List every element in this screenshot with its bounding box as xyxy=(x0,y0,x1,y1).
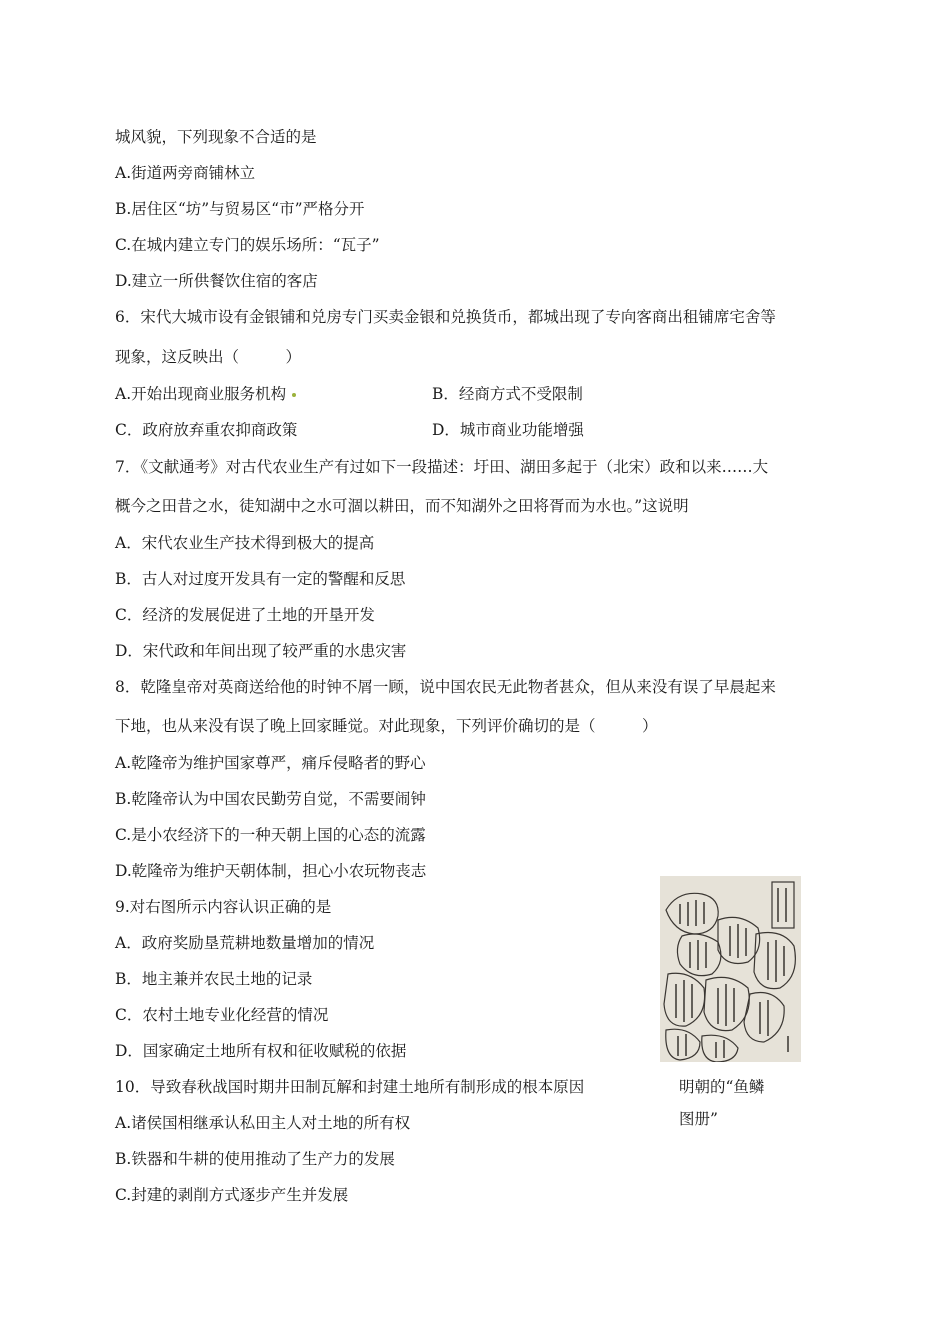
q9-option-a: A．政府奖励垦荒耕地数量增加的情况 xyxy=(115,934,375,952)
q7-option-b: B．古人对过度开发具有一定的警醒和反思 xyxy=(115,570,406,588)
q6-option-a: A.开始出现商业服务机构 xyxy=(115,385,287,403)
q6-option-d: D．城市商业功能增强 xyxy=(432,421,584,439)
q8-option-d: D.乾隆帝为维护天朝体制，担心小农玩物丧志 xyxy=(115,862,427,880)
q6-option-b: B．经商方式不受限制 xyxy=(432,385,583,403)
q8-option-b: B.乾隆帝认为中国农民勤劳自觉，不需要闹钟 xyxy=(115,790,426,808)
q5-option-a: A.街道两旁商铺林立 xyxy=(115,164,256,182)
q10-option-a: A.诸侯国相继承认私田主人对土地的所有权 xyxy=(115,1114,411,1132)
q5-option-b: B.居住区“坊”与贸易区“市”严格分开 xyxy=(115,200,365,218)
q10-stem: 10．导致春秋战国时期井田制瓦解和封建土地所有制形成的根本原因 xyxy=(115,1078,585,1096)
q7-option-a: A．宋代农业生产技术得到极大的提高 xyxy=(115,534,375,552)
figure-caption-line2: 图册” xyxy=(679,1110,718,1128)
q5-option-d: D.建立一所供餐饮住宿的客店 xyxy=(115,272,318,290)
q9-option-b: B．地主兼并农民土地的记录 xyxy=(115,970,313,988)
q10-option-c: C.封建的剥削方式逐步产生并发展 xyxy=(115,1186,349,1204)
stray-mark xyxy=(292,393,296,397)
q7-option-d: D．宋代政和年间出现了较严重的水患灾害 xyxy=(115,642,407,660)
figure-caption-line1: 明朝的“鱼鳞 xyxy=(679,1078,765,1096)
q8-option-c: C.是小农经济下的一种天朝上国的心态的流露 xyxy=(115,826,426,844)
q9-option-c: C．农村土地专业化经营的情况 xyxy=(115,1006,329,1024)
q8-stem-line1: 8．乾隆皇帝对英商送给他的时钟不屑一顾，说中国农民无此物者甚众，但从来没有误了早晨起来 xyxy=(115,678,776,696)
q8-option-a: A.乾隆帝为维护国家尊严，痛斥侵略者的野心 xyxy=(115,754,426,772)
q7-option-c: C．经济的发展促进了土地的开垦开发 xyxy=(115,606,375,624)
q7-stem-line1: 7．《文献通考》对古代农业生产有过如下一段描述：圩田、湖田多起于（北宋）政和以来……大 xyxy=(115,458,769,476)
q5-stem-tail: 城风貌，下列现象不合适的是 xyxy=(115,128,317,146)
q6-stem-line1: 6．宋代大城市设有金银铺和兑房专门买卖金银和兑换货币，都城出现了专向客商出租铺席宅舍等 xyxy=(115,308,776,326)
q7-stem-line2: 概今之田昔之水，徒知湖中之水可涸以耕田，而不知湖外之田将胥而为水也。”这说明 xyxy=(115,497,689,515)
q5-option-c: C.在城内建立专门的娱乐场所：“瓦子” xyxy=(115,236,380,254)
q8-stem-line2: 下地，也从来没有误了晚上回家睡觉。对此现象，下列评价确切的是（ ） xyxy=(115,717,658,735)
q6-option-a-row xyxy=(115,384,296,404)
q9-option-d: D．国家确定土地所有权和征收赋税的依据 xyxy=(115,1042,407,1060)
q6-stem-line2: 现象，这反映出（ ） xyxy=(115,348,302,366)
q6-option-c: C．政府放弃重农抑商政策 xyxy=(115,421,298,439)
fish-scale-register-image xyxy=(660,876,801,1062)
q9-stem: 9.对右图所示内容认识正确的是 xyxy=(115,898,332,916)
q10-option-b: B.铁器和牛耕的使用推动了生产力的发展 xyxy=(115,1150,395,1168)
